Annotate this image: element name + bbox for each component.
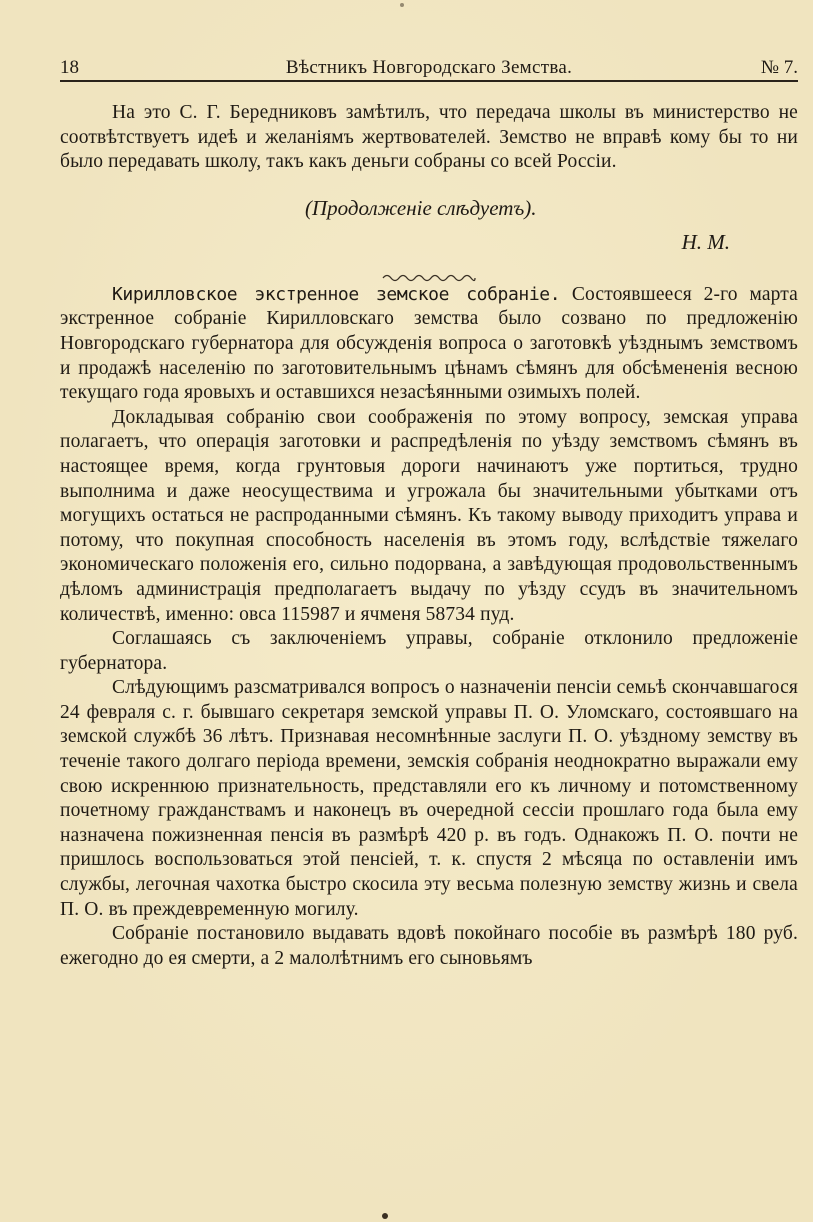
ink-dot — [400, 3, 404, 7]
paragraph-kirillov-body: Состоявшееся 2-го марта экстренное собраніе Кирилловскаго земства было созвано по предложенію Новгородскаго губернатора для обсужденія вопроса о заготовкѣ уѣзднымъ земствомъ и продажѣ населенію по заготовительнымъ цѣнамъ сѣмянъ для обсѣмененія весною текущаго года яровыхъ и оставшихся незасѣянными озимыхъ полей. — [60, 283, 798, 404]
journal-title: Вѣстникъ Новгородскаго Земства. — [285, 57, 573, 78]
paragraph-kirillov-session — [60, 283, 798, 406]
running-header — [60, 55, 798, 81]
wavy-divider-ornament — [381, 272, 477, 284]
section-divider — [60, 269, 798, 283]
ink-dot — [382, 1213, 388, 1219]
article-body — [60, 101, 798, 971]
header-rule — [60, 80, 798, 82]
author-initials: Н. М. — [681, 229, 730, 254]
paragraph-uprava-report: Докладывая собранію свои соображенія по этому вопросу, земская управа полагаетъ, что операція заготовки и распредѣленія по уѣзду земствомъ сѣмянъ въ настоящее время, когда грунтовыя дороги начинаютъ уже портиться, трудно выполнима и даже неосуществима и угрожала бы значительными убытками отъ могущихъ остаться не распроданными сѣмянъ. Къ такому выводу приходитъ управа и потому, что покупная способность населенія въ этомъ году, вслѣдствіе тяжелаго экономическаго положенія его, сильно подорвана, а завѣдующая продовольственнымъ дѣломъ администрація предполагаетъ выдачу по уѣзду ссудъ въ значительномъ количествѣ, именно: овса 115987 и ячменя 58734 пуд. — [60, 406, 798, 625]
page-number: 18 — [60, 57, 79, 78]
paragraph-pension: Слѣдующимъ разсматривался вопросъ о назначеніи пенсіи семьѣ скончавшагося 24 февраля с. г. бывшаго секретаря земской управы П. О. Уломскаго, состоявшаго на земской службѣ 36 лѣтъ. Признавая несомнѣнные заслуги П. О. уѣздному земству въ теченіе такого долгаго періода времени, земскія собранія неоднократно выражали ему свою искреннюю признательность, представляли его къ личному и потомственному почетному гражданствамъ и наконецъ въ очередной сессіи прошлаго года была ему назначена пожизненная пенсія въ размѣрѣ 420 р. въ годъ. Однакожъ П. О. почти не пришлось воспользоваться этой пенсіей, т. к. спустя 2 мѣсяца по оставленіи имъ службы, легочная чахотка быстро скосила эту весьма полезную земству жизнь и свела П. О. въ преждевременную могилу. — [60, 677, 798, 920]
to-be-continued: (Продолженіе слѣдуетъ). — [305, 195, 537, 220]
section-heading: Кирилловское экстренное земское собраніе. — [112, 283, 561, 305]
issue-number: № 7. — [760, 57, 798, 78]
paragraph-berednikov: На это С. Г. Бередниковъ замѣтилъ, что передача школы въ министерство не соотвѣтствуетъ идеѣ и желаніямъ жертвователей. Земство не вправѣ кому бы то ни было передавать школу, такъ какъ деньги собраны со всей Россіи. — [60, 102, 798, 173]
paragraph-rejection: Соглашаясь съ заключеніемъ управы, собраніе отклонило предложеніе губернатора. — [60, 628, 798, 674]
paragraph-widow-allowance: Собраніе постановило выдавать вдовѣ покойнаго пособіе въ размѣрѣ 180 руб. ежегодно до ея смерти, а 2 малолѣтнимъ его сыновьямъ — [60, 923, 798, 969]
